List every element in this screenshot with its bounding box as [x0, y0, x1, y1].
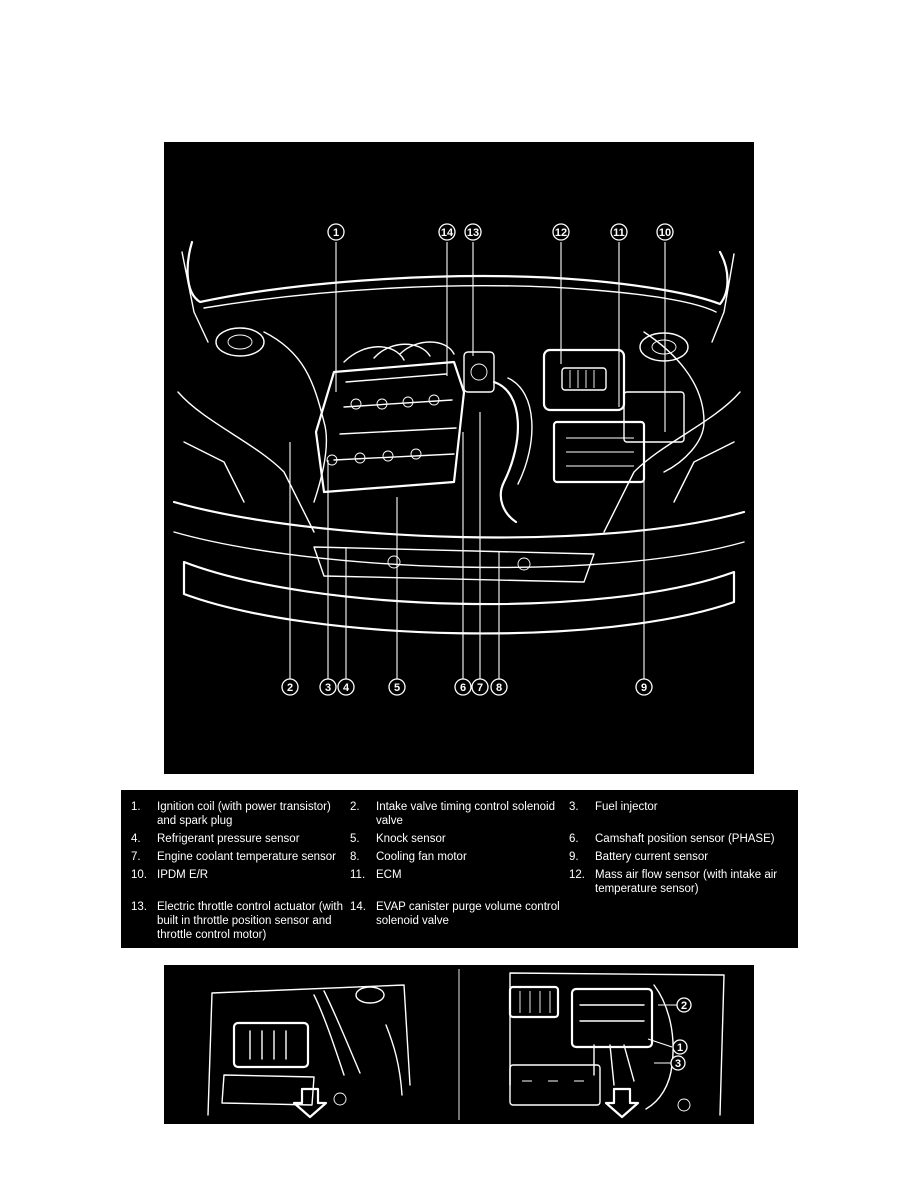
legend-item-7-num: 7. — [131, 851, 141, 863]
callout-4 — [338, 679, 354, 695]
legend-item-4-text: Refrigerant pressure sensor — [157, 833, 300, 845]
legend-item-14-num: 14. — [350, 901, 366, 913]
callout-1-label: 1 — [332, 227, 340, 239]
legend-item-3-num: 3. — [569, 801, 579, 813]
right-detail-view — [510, 973, 724, 1117]
callout-12 — [553, 224, 569, 240]
hood-outline — [188, 242, 728, 304]
detail-callout-2 — [677, 998, 691, 1012]
detail-callout-2-label: 2 — [680, 1000, 688, 1012]
callout-6-label: 6 — [459, 682, 467, 694]
air-cleaner-box — [544, 350, 624, 410]
callout-11-label: 11 — [613, 227, 625, 239]
legend-item-5-text: Knock sensor — [376, 833, 446, 845]
callout-7 — [472, 679, 488, 695]
legend-item-9-num: 9. — [569, 851, 579, 863]
callout-10 — [657, 224, 673, 240]
detail-views-drawing — [164, 965, 754, 1124]
callout-1 — [328, 224, 344, 240]
legend-item-6-num: 6. — [569, 833, 579, 845]
legend-item-11-num: 11. — [350, 869, 366, 881]
callout-5 — [389, 679, 405, 695]
callout-3-label: 3 — [324, 682, 332, 694]
callout-7-label: 7 — [476, 682, 484, 694]
detail-callout-1 — [673, 1040, 687, 1054]
legend-item-9-text: Battery current sensor — [595, 851, 709, 863]
legend-item-12-num: 12. — [569, 869, 585, 881]
callout-14 — [439, 224, 455, 240]
front-bumper — [184, 562, 734, 633]
legend-item-13-num: 13. — [131, 901, 147, 913]
legend-item-4-num: 4. — [131, 833, 141, 845]
legend-item-10-num: 10. — [131, 869, 147, 881]
callout-13 — [465, 224, 481, 240]
engine-valve-cover — [316, 362, 464, 492]
callout-13-label: 13 — [466, 227, 480, 239]
detail-callout-1-label: 1 — [676, 1042, 684, 1054]
legend-item-1-num: 1. — [131, 801, 141, 813]
callout-14-label: 14 — [440, 227, 454, 239]
callout-9 — [636, 679, 652, 695]
legend-item-5-num: 5. — [350, 833, 360, 845]
engine-compartment-diagram — [164, 142, 754, 774]
callout-8 — [491, 679, 507, 695]
legend-item-2-num: 2. — [350, 801, 360, 813]
legend-item-13-text: Electric throttle control actuator (with built in throttle position sensor and throttle control motor) — [157, 901, 343, 941]
legend-item-2-text: Intake valve timing control solenoid valve — [376, 801, 555, 827]
callout-10-label: 10 — [658, 227, 672, 239]
engine-compartment-drawing — [164, 142, 754, 774]
left-detail-view — [208, 985, 410, 1117]
legend-item-8-num: 8. — [350, 851, 360, 863]
detail-callout-3 — [671, 1056, 685, 1070]
ecm-box — [572, 989, 652, 1047]
callout-11 — [611, 224, 627, 240]
callout-9-label: 9 — [640, 682, 648, 694]
component-legend — [121, 790, 798, 948]
callout-8-label: 8 — [495, 682, 503, 694]
legend-item-10-text: IPDM E/R — [157, 869, 209, 881]
legend-item-14-text: EVAP canister purge volume control solenoid valve — [376, 901, 560, 927]
maf-sensor-housing — [234, 1023, 308, 1067]
legend-item-11-text: ECM — [376, 869, 402, 881]
legend-item-3-text: Fuel injector — [595, 801, 658, 813]
detail-views — [164, 965, 754, 1124]
legend-item-8-text: Cooling fan motor — [376, 851, 467, 863]
legend-item-1-text: Ignition coil (with power transistor) and spark plug — [157, 801, 331, 827]
callout-2 — [282, 679, 298, 695]
legend-item-6-text: Camshaft position sensor (PHASE) — [595, 833, 775, 845]
callout-4-label: 4 — [342, 682, 350, 694]
callout-5-label: 5 — [393, 682, 401, 694]
radiator-core-support — [174, 502, 744, 537]
callout-2-label: 2 — [286, 682, 294, 694]
callout-12-label: 12 — [554, 227, 568, 239]
front-direction-arrow-icon-2 — [606, 1089, 638, 1117]
callout-6 — [455, 679, 471, 695]
front-direction-arrow-icon — [294, 1089, 326, 1117]
legend-item-7-text: Engine coolant temperature sensor — [157, 851, 336, 863]
legend-item-12-text: Mass air flow sensor (with intake air temperature sensor) — [595, 869, 778, 895]
callout-3 — [320, 679, 336, 695]
detail-callout-3-label: 3 — [674, 1058, 682, 1070]
